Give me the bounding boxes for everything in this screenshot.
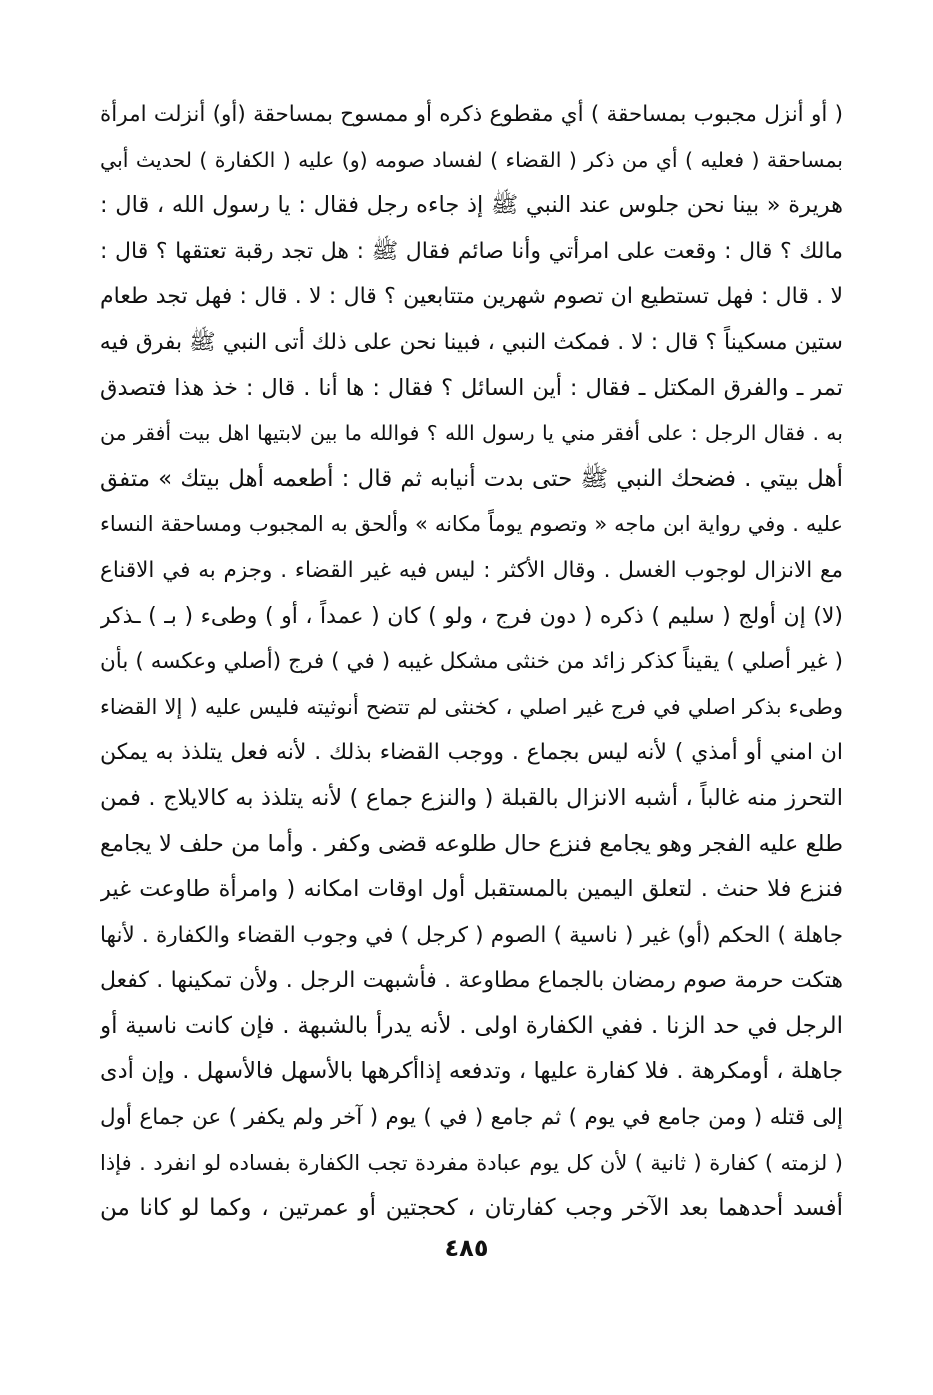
- text-line: بمساحقة ( فعليه ) أي من ذكر ( القضاء ) لفساد صومه (و) عليه ( الكفارة ) لحديث أبي: [100, 147, 843, 172]
- text-line: هريرة « بينا نحن جلوس عند النبي ﷺ إذ جاءه رجل فقال : يا رسول الله ، قال :: [100, 192, 843, 219]
- text-line: ( أو أنزل مجبوب بمساحقة ) أي مقطوع ذكره أو ممسوح بمساحقة (أو) أنزلت امرأة: [100, 102, 843, 127]
- text-line: ( غير أصلي ) يقيناً كذكر زائد من خنثى مشكل غيبه ( في ) فرج (أصلي وعكسه ) بأن: [100, 649, 843, 675]
- body-text: [100, 92, 843, 1232]
- text-line: (لا) إن أولج ( سليم ) ذكره ( دون فرج ، ولو ) كان ( عمداً ، أو ) وطىء ( بـ ) ـذكر: [100, 603, 843, 629]
- text-line: إلى قتله ( ومن جامع في يوم ) ثم جامع ( في ) يوم ( آخر ولم يكفر ) عن جماع أول: [100, 1105, 843, 1131]
- text-line: تمر ـ والفرق المكتل ـ فقال : أين السائل ؟ فقال : ها أنا . قال : خذ هذا فتصدق: [100, 374, 843, 401]
- text-line: ستين مسكيناً ؟ قال : لا . فمكث النبي ، فبينا نحن على ذلك أتى النبي ﷺ بفرق فيه: [100, 329, 843, 355]
- text-line: أهل بيتي . فضحك النبي ﷺ حتى بدت أنيابه ثم قال : أطعمه أهل بيتك » متفق: [100, 465, 843, 492]
- text-line: مع الانزال لوجوب الغسل . وقال الأكثر : ليس فيه غير القضاء . وجزم به في الاقناع: [100, 557, 843, 583]
- text-line: طلع عليه الفجر وهو يجامع فنزع حال طلوعه قضى وكفر . وأما من حلف لا يجامع: [100, 830, 843, 857]
- text-line: الرجل في حد الزنا . ففي الكفارة اولى . لأنه يدرأ بالشبهة . فإن كانت ناسية أو: [100, 1012, 843, 1039]
- text-line: ان امني أو أمذي ) لأنه ليس بجماع . ووجب القضاء بذلك . لأنه فعل يتلذذ به يمكن: [100, 740, 843, 766]
- text-line: فنزع فلا حنث . لتعلق اليمين بالمستقبل أول اوقات امكانه ( وامرأة طاوعت غير: [100, 876, 843, 903]
- text-line: أفسد أحدهما بعد الآخر وجب كفارتان ، كحجتين أو عمرتين ، وكما لو كانا من: [100, 1195, 843, 1222]
- text-line: جاهلة ، أومكرهة . فلا كفارة عليها ، وتدفعه إذاأكرهها بالأسهل فالأسهل . وإن أدى: [100, 1058, 843, 1085]
- text-line: به . فقال الرجل : على أفقر مني يا رسول الله ؟ فوالله ما بين لابتيها اهل بيت أفقر من: [100, 421, 843, 446]
- page-number: ٤٨٥: [444, 1234, 489, 1262]
- text-line: جاهلة ) الحكم (أو) غير ( ناسية ) الصوم ( كرجل ) في وجوب القضاء والكفارة . لأنها: [100, 922, 843, 948]
- text-line: عليه . وفي رواية ابن ماجه « وتصوم يوماً مكانه » وألحق به المجبوب ومساحقة النساء: [100, 512, 843, 537]
- text-line: لا . قال : فهل تستطيع ان تصوم شهرين متتابعين ؟ قال : لا . قال : فهل تجد طعام: [100, 284, 843, 310]
- text-line: ( لزمته ) كفارة ( ثانية ) لأن كل يوم عبادة مفردة تجب الكفارة بفساده لو انفرد . فإذا: [100, 1150, 843, 1175]
- text-line: التحرز منه غالباً ، أشبه الانزال بالقبلة ( والنزع جماع ) لأنه يتلذذ به كالايلاج . فمن: [100, 784, 843, 811]
- text-line: هتكت حرمة صوم رمضان بالجماع مطاوعة . فأشبهت الرجل . ولأن تمكينها . كفعل: [100, 968, 843, 994]
- text-line: مالك ؟ قال : وقعت على امرأتي وأنا صائم فقال ﷺ : هل تجد رقبة تعتقها ؟ قال :: [100, 238, 843, 264]
- text-line: وطىء بذكر اصلي في فرج غير اصلي ، كخنثى لم تتضح أنوثيته فليس عليه ( إلا القضاء: [100, 694, 843, 719]
